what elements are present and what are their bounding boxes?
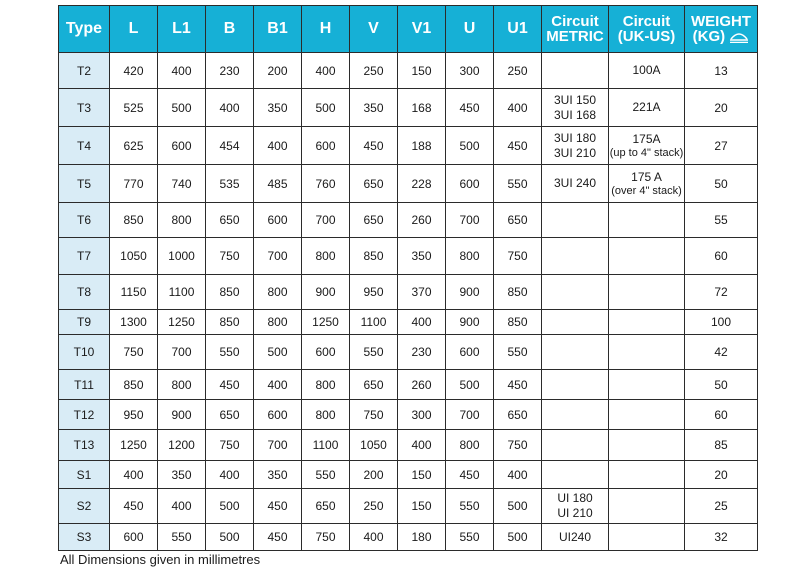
cell-B: 650 [206,400,254,430]
cell-B1: 400 [254,127,302,165]
cell-L: 850 [110,203,158,238]
cell-B: 454 [206,127,254,165]
header-circuit-metric-line1: Circuit [551,13,599,30]
cell-V1: 188 [398,127,446,165]
type-cell: T6 [59,203,110,238]
cell-weight: 25 [685,489,758,524]
cell-L: 625 [110,127,158,165]
cell-circuit-metric [542,489,609,524]
type-cell: T7 [59,238,110,275]
cell-circuit-ukus [609,430,685,461]
cell-H: 900 [302,275,350,310]
type-cell: S1 [59,461,110,489]
cell-H: 600 [302,335,350,370]
cell-V1: 370 [398,275,446,310]
cell-B: 650 [206,203,254,238]
cell-V: 350 [350,89,398,127]
cell-circuit-ukus [609,335,685,370]
cell-U: 800 [446,430,494,461]
circuit-metric-line: 3UI 180 [553,130,597,145]
cell-circuit-ukus [609,238,685,275]
type-cell: T3 [59,89,110,127]
cell-V1: 168 [398,89,446,127]
cell-V: 650 [350,370,398,400]
cell-weight: 72 [685,275,758,310]
table-row [59,335,758,370]
cell-V: 550 [350,335,398,370]
cell-U1: 250 [494,53,542,89]
header-L1: L1 [158,6,206,53]
cell-B: 535 [206,165,254,203]
cell-circuit-metric [542,461,609,489]
type-cell: T13 [59,430,110,461]
table-row [59,275,758,310]
table-row [59,89,758,127]
cell-L1: 800 [158,370,206,400]
cell-U: 550 [446,489,494,524]
cell-V1: 228 [398,165,446,203]
cell-V1: 300 [398,400,446,430]
cell-circuit-metric [542,89,609,127]
header-B: B [206,6,254,53]
cell-L: 400 [110,461,158,489]
cell-V1: 150 [398,461,446,489]
cell-L1: 1100 [158,275,206,310]
circuit-metric-line: UI 210 [557,506,593,520]
cell-L1: 800 [158,203,206,238]
cell-L1: 740 [158,165,206,203]
cell-V1: 230 [398,335,446,370]
cell-V: 650 [350,165,398,203]
cell-circuit-ukus [609,275,685,310]
cell-B: 400 [206,89,254,127]
type-cell: T10 [59,335,110,370]
cell-V1: 150 [398,53,446,89]
dimensions-table-wrapper [58,5,758,551]
cell-H: 1100 [302,430,350,461]
cell-circuit-metric [542,524,609,551]
cell-L1: 400 [158,489,206,524]
cell-weight: 60 [685,238,758,275]
cell-H: 550 [302,461,350,489]
circuit-ukus-line: 175 A [631,169,662,184]
header-V: V [350,6,398,53]
type-cell: S2 [59,489,110,524]
cell-U: 450 [446,461,494,489]
cell-weight: 60 [685,400,758,430]
cell-weight: 50 [685,165,758,203]
cell-B1: 400 [254,370,302,400]
table-row [59,489,758,524]
cell-L1: 1000 [158,238,206,275]
cell-L1: 500 [158,89,206,127]
cell-L1: 900 [158,400,206,430]
cell-circuit-ukus [609,370,685,400]
table-row [59,400,758,430]
cell-B: 500 [206,524,254,551]
header-circuit-metric [542,6,609,53]
cell-H: 600 [302,127,350,165]
cell-B1: 485 [254,165,302,203]
cell-L: 525 [110,89,158,127]
cell-L: 600 [110,524,158,551]
table-row [59,461,758,489]
cell-B1: 700 [254,430,302,461]
cell-circuit-metric [542,275,609,310]
circuit-ukus-line: (over 4" stack) [611,184,682,197]
cell-L1: 400 [158,53,206,89]
type-cell: T9 [59,310,110,335]
cell-U: 800 [446,238,494,275]
cell-U: 600 [446,165,494,203]
cell-V: 950 [350,275,398,310]
cell-U1: 500 [494,524,542,551]
cell-circuit-metric [542,127,609,165]
type-cell: T5 [59,165,110,203]
table-row [59,310,758,335]
cell-L: 1250 [110,430,158,461]
cell-L1: 1250 [158,310,206,335]
cell-U: 600 [446,335,494,370]
header-circuit-ukus-line2: (UK-US) [617,28,676,45]
cell-B1: 350 [254,89,302,127]
cell-V: 650 [350,203,398,238]
table-row [59,430,758,461]
cell-B: 230 [206,53,254,89]
cell-circuit-metric [542,430,609,461]
type-cell: T12 [59,400,110,430]
cell-circuit-ukus [609,400,685,430]
cell-H: 1250 [302,310,350,335]
cell-L: 1300 [110,310,158,335]
cell-U1: 500 [494,489,542,524]
cell-circuit-ukus [609,524,685,551]
cell-U: 700 [446,400,494,430]
header-row [59,6,758,53]
cell-L: 450 [110,489,158,524]
scale-icon [729,31,749,43]
header-circuit-metric-line2: METRIC [546,28,604,45]
cell-H: 800 [302,238,350,275]
cell-B: 850 [206,310,254,335]
circuit-ukus-line: 221A [632,100,661,114]
header-weight-line2: (KG) [692,28,726,45]
circuit-ukus-line: (up to 4" stack) [609,146,684,159]
cell-V: 850 [350,238,398,275]
cell-H: 700 [302,203,350,238]
header-V1: V1 [398,6,446,53]
cell-B1: 800 [254,310,302,335]
cell-V: 750 [350,400,398,430]
cell-U1: 400 [494,461,542,489]
cell-weight: 100 [685,310,758,335]
cell-weight: 20 [685,89,758,127]
cell-B1: 500 [254,335,302,370]
type-cell: T8 [59,275,110,310]
cell-L1: 600 [158,127,206,165]
cell-B: 550 [206,335,254,370]
header-weight-line2-wrap [685,29,757,44]
cell-L1: 350 [158,461,206,489]
cell-weight: 42 [685,335,758,370]
cell-B1: 800 [254,275,302,310]
cell-weight: 20 [685,461,758,489]
cell-weight: 13 [685,53,758,89]
table-row [59,165,758,203]
cell-L: 1050 [110,238,158,275]
cell-circuit-metric [542,203,609,238]
cell-weight: 55 [685,203,758,238]
table-row [59,370,758,400]
cell-V1: 260 [398,203,446,238]
cell-V1: 400 [398,430,446,461]
cell-weight: 32 [685,524,758,551]
header-B1: B1 [254,6,302,53]
cell-U1: 400 [494,89,542,127]
cell-weight: 27 [685,127,758,165]
cell-B1: 450 [254,489,302,524]
cell-U: 500 [446,127,494,165]
cell-V: 450 [350,127,398,165]
cell-H: 800 [302,400,350,430]
cell-weight: 50 [685,370,758,400]
type-cell: S3 [59,524,110,551]
cell-circuit-ukus [609,89,685,127]
cell-circuit-ukus [609,310,685,335]
cell-V1: 260 [398,370,446,400]
cell-V: 200 [350,461,398,489]
circuit-ukus-line: 100A [632,63,661,77]
cell-circuit-metric [542,370,609,400]
footnote: All Dimensions given in millimetres [60,552,261,567]
cell-circuit-metric [542,310,609,335]
cell-U1: 450 [494,127,542,165]
cell-U: 300 [446,53,494,89]
type-cell: T4 [59,127,110,165]
cell-V: 1100 [350,310,398,335]
cell-U: 550 [446,524,494,551]
circuit-ukus-line: 175A [632,131,661,146]
cell-U1: 550 [494,165,542,203]
cell-H: 400 [302,53,350,89]
cell-U1: 850 [494,275,542,310]
cell-B1: 600 [254,203,302,238]
cell-H: 650 [302,489,350,524]
circuit-metric-line: 3UI 168 [553,107,597,122]
cell-B1: 200 [254,53,302,89]
cell-circuit-ukus [609,165,685,203]
cell-L: 420 [110,53,158,89]
cell-B1: 700 [254,238,302,275]
cell-U1: 750 [494,238,542,275]
header-weight [685,6,758,53]
header-U1: U1 [494,6,542,53]
cell-U1: 850 [494,310,542,335]
cell-B: 750 [206,430,254,461]
cell-V: 1050 [350,430,398,461]
cell-L: 1150 [110,275,158,310]
header-weight-line1: WEIGHT [691,13,751,30]
cell-B: 400 [206,461,254,489]
header-circuit-ukus-line1: Circuit [622,13,671,30]
cell-V1: 180 [398,524,446,551]
cell-B: 450 [206,370,254,400]
cell-V1: 150 [398,489,446,524]
cell-L1: 700 [158,335,206,370]
cell-circuit-ukus [609,203,685,238]
table-body [59,53,758,551]
cell-L: 850 [110,370,158,400]
type-cell: T2 [59,53,110,89]
cell-H: 760 [302,165,350,203]
cell-circuit-metric [542,165,609,203]
cell-L1: 1200 [158,430,206,461]
cell-circuit-ukus [609,127,685,165]
cell-circuit-ukus [609,53,685,89]
circuit-metric-line: UI240 [558,529,592,544]
header-type: Type [59,6,110,53]
circuit-metric-line: 3UI 240 [553,176,597,190]
table-row [59,203,758,238]
cell-B1: 450 [254,524,302,551]
cell-L1: 550 [158,524,206,551]
cell-U: 700 [446,203,494,238]
dimensions-table [58,5,758,551]
circuit-metric-line: 3UI 150 [553,92,597,107]
cell-U: 900 [446,275,494,310]
cell-V: 400 [350,524,398,551]
cell-B: 850 [206,275,254,310]
cell-H: 800 [302,370,350,400]
cell-V1: 350 [398,238,446,275]
cell-B: 750 [206,238,254,275]
cell-V: 250 [350,489,398,524]
cell-U1: 750 [494,430,542,461]
cell-circuit-metric [542,400,609,430]
header-circuit-ukus [609,6,685,53]
cell-B1: 600 [254,400,302,430]
cell-weight: 85 [685,430,758,461]
cell-L: 750 [110,335,158,370]
cell-U: 450 [446,89,494,127]
cell-U1: 650 [494,203,542,238]
cell-L: 950 [110,400,158,430]
cell-circuit-ukus [609,461,685,489]
cell-circuit-metric [542,335,609,370]
cell-H: 750 [302,524,350,551]
type-cell: T11 [59,370,110,400]
cell-V: 250 [350,53,398,89]
cell-circuit-metric [542,238,609,275]
circuit-metric-line: 3UI 210 [553,145,597,160]
cell-L: 770 [110,165,158,203]
table-row [59,53,758,89]
table-row [59,524,758,551]
cell-H: 500 [302,89,350,127]
cell-V1: 400 [398,310,446,335]
header-H: H [302,6,350,53]
cell-U1: 550 [494,335,542,370]
cell-U1: 450 [494,370,542,400]
table-row [59,238,758,275]
cell-U1: 650 [494,400,542,430]
cell-B1: 350 [254,461,302,489]
cell-circuit-metric [542,53,609,89]
cell-U: 500 [446,370,494,400]
cell-U: 900 [446,310,494,335]
header-U: U [446,6,494,53]
table-row [59,127,758,165]
header-L: L [110,6,158,53]
circuit-metric-line: UI 180 [557,491,593,505]
cell-circuit-ukus [609,489,685,524]
cell-B: 500 [206,489,254,524]
